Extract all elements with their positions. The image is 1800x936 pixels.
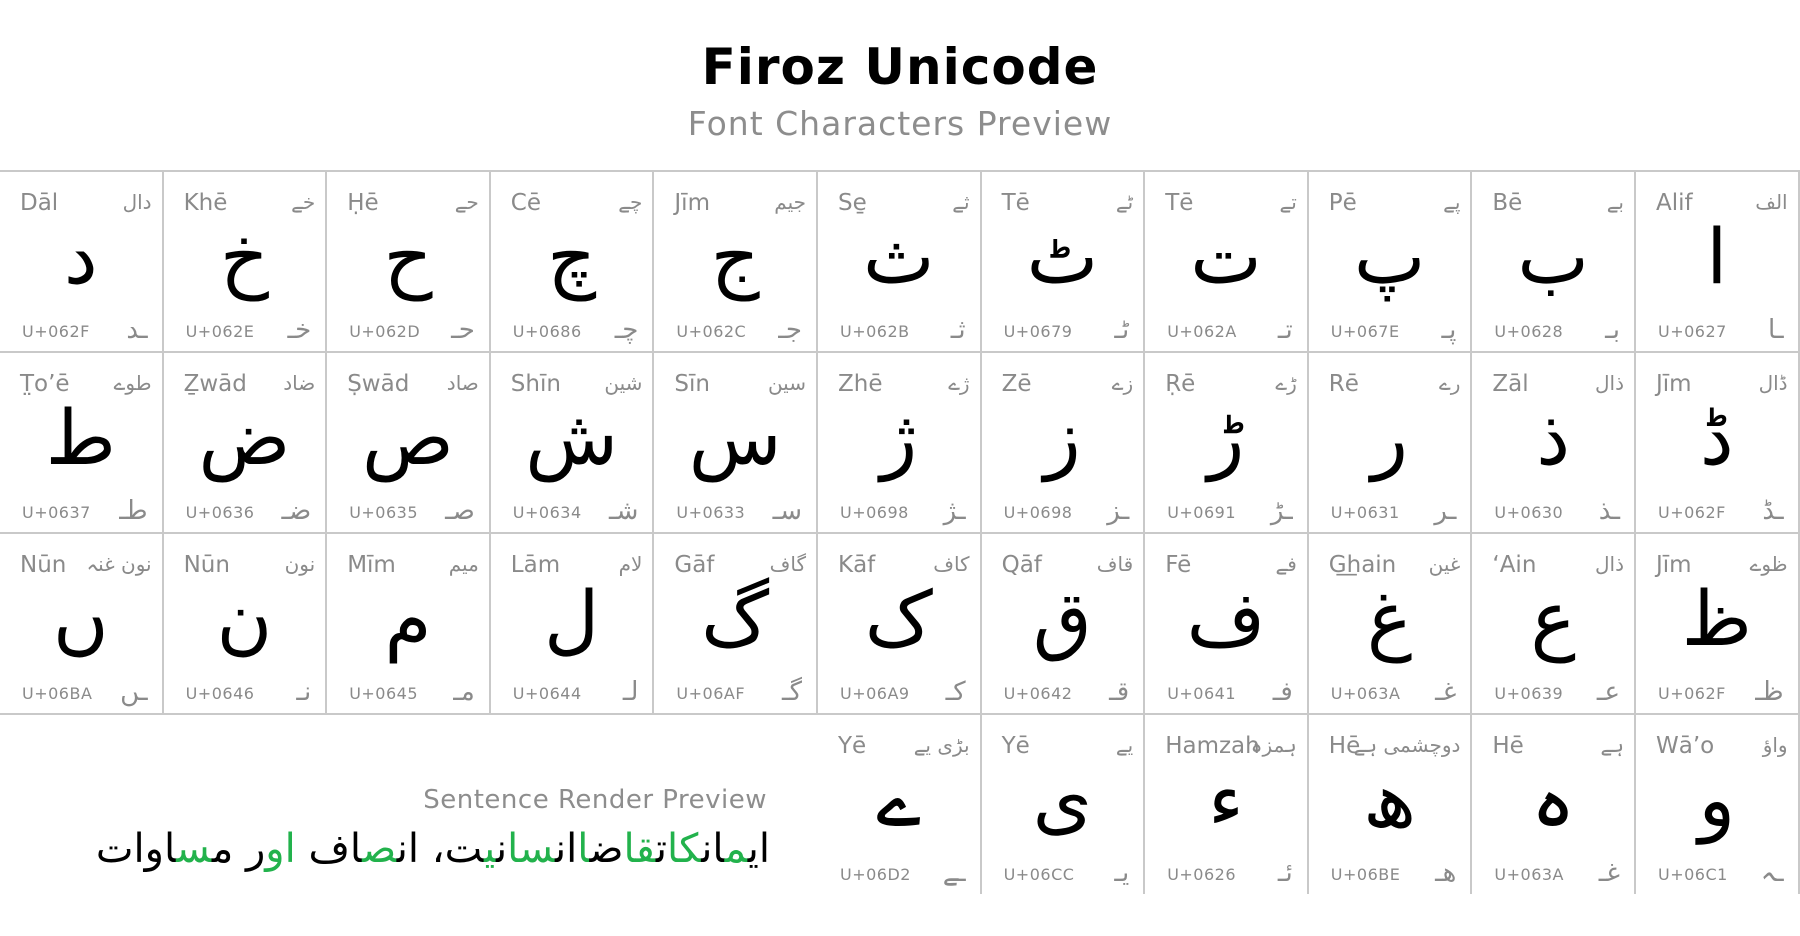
char-codepoint: U+0645	[349, 684, 419, 703]
char-urdu-name: ڑے	[1275, 371, 1297, 395]
char-cell	[982, 532, 1146, 713]
sentence-segment: قا	[623, 826, 656, 872]
sentence-segment: اوات	[95, 826, 177, 872]
char-codepoint: U+0626	[1167, 865, 1237, 884]
char-urdu-name: ٹے	[1115, 190, 1134, 214]
char-codepoint: U+0631	[1330, 503, 1400, 522]
char-urdu-name: بڑی یے	[913, 733, 970, 757]
char-urdu-name: جیم	[774, 190, 806, 214]
char-codepoint: U+062E	[185, 322, 255, 341]
char-codepoint: U+067E	[1330, 322, 1400, 341]
char-cell	[654, 170, 818, 351]
char-codepoint: U+0698	[840, 503, 909, 522]
char-codepoint: U+063A	[1494, 865, 1564, 884]
char-urdu-name: یے	[1115, 733, 1134, 757]
char-cell	[1636, 351, 1800, 532]
char-urdu-name: ظوے	[1749, 552, 1788, 576]
char-codepoint: U+06CC	[1003, 865, 1075, 884]
char-codepoint: U+0646	[185, 684, 255, 703]
char-cell	[491, 170, 655, 351]
char-glyph: غ	[1366, 574, 1413, 663]
char-joined-form: یـ	[1114, 858, 1130, 888]
char-transliteration: Lām	[510, 552, 561, 578]
char-joined-form: ـڈ	[1762, 496, 1784, 526]
sentence-segment: ت	[655, 826, 668, 872]
char-urdu-name: زے	[1111, 371, 1134, 395]
char-glyph: ق	[1032, 574, 1092, 663]
char-cell	[1636, 713, 1800, 894]
char-glyph: و	[1698, 755, 1736, 844]
char-urdu-name: سین	[767, 371, 806, 395]
char-joined-form: ئـ	[1277, 858, 1293, 888]
sentence-segment: ن	[496, 826, 508, 872]
char-urdu-name: شین	[604, 371, 643, 395]
char-glyph: ر	[1371, 393, 1408, 482]
char-transliteration: Ẕwād	[183, 371, 247, 397]
char-glyph: ی	[1032, 755, 1093, 844]
char-codepoint: U+063A	[1330, 684, 1401, 703]
char-cell	[982, 170, 1146, 351]
char-transliteration: Sīn	[674, 371, 710, 397]
char-joined-form: ـذ	[1598, 496, 1620, 526]
char-transliteration: Hē	[1492, 733, 1524, 759]
char-glyph: ں	[52, 574, 109, 663]
char-urdu-name: بے	[1606, 190, 1624, 214]
char-codepoint: U+062B	[840, 322, 910, 341]
char-urdu-name: کاف	[933, 552, 970, 576]
char-glyph: ن	[216, 574, 273, 663]
char-joined-form: ـڑ	[1270, 496, 1293, 526]
sentence-segment: ت، ان	[396, 826, 484, 872]
char-transliteration: Hamzah	[1165, 733, 1260, 759]
char-transliteration: Nūn	[183, 552, 230, 578]
char-glyph: ک	[864, 574, 933, 663]
char-urdu-name: ذال	[1594, 371, 1624, 395]
char-cell	[818, 170, 982, 351]
char-urdu-name: نون	[284, 552, 316, 576]
char-urdu-name: ضاد	[283, 371, 316, 395]
char-glyph: م	[384, 574, 432, 663]
sentence-preview	[96, 826, 770, 872]
char-transliteration: Tē	[1165, 190, 1194, 216]
char-joined-form: پـ	[1441, 315, 1457, 345]
char-joined-form: مـ	[453, 677, 475, 707]
char-glyph: گ	[701, 574, 770, 663]
char-codepoint: U+0686	[512, 322, 582, 341]
char-codepoint: U+0644	[512, 684, 582, 703]
char-cell	[1309, 351, 1473, 532]
char-glyph: ت	[1190, 212, 1262, 301]
char-codepoint: U+0628	[1494, 322, 1564, 341]
char-glyph: ط	[45, 393, 116, 482]
char-glyph: س	[688, 393, 782, 482]
char-joined-form: قـ	[1109, 677, 1130, 707]
char-urdu-name: لام	[618, 552, 643, 576]
char-urdu-name: قاف	[1096, 552, 1134, 576]
sentence-segment: او	[265, 826, 296, 872]
char-codepoint: U+0641	[1167, 684, 1237, 703]
char-urdu-name: ڈال	[1758, 371, 1788, 395]
char-cell	[164, 351, 328, 532]
char-transliteration: Qāf	[1001, 552, 1042, 578]
char-joined-form: ـز	[1107, 496, 1130, 526]
char-cell	[164, 170, 328, 351]
char-joined-form: جـ	[778, 315, 802, 345]
char-transliteration: Se̱	[838, 190, 867, 216]
char-transliteration: ‘Ain	[1492, 552, 1537, 578]
sentence-segment: س	[176, 826, 212, 872]
char-cell	[654, 532, 818, 713]
sentence-segment: م	[724, 826, 748, 872]
char-joined-form: عـ	[1596, 677, 1620, 707]
char-codepoint: U+0691	[1167, 503, 1237, 522]
char-joined-form: ھـ	[1435, 858, 1457, 888]
char-cell	[1145, 532, 1309, 713]
sentence-segment: سا	[507, 826, 556, 872]
char-transliteration: Jīm	[1656, 371, 1692, 397]
char-glyph: ث	[863, 212, 935, 301]
char-transliteration: Tē	[1001, 190, 1030, 216]
char-codepoint: U+0679	[1003, 322, 1073, 341]
char-cell	[1145, 351, 1309, 532]
char-joined-form: ٹـ	[1114, 315, 1130, 345]
char-glyph: ح	[383, 212, 433, 301]
char-urdu-name: نون غنہ	[86, 552, 152, 576]
sentence-segment: ان	[701, 826, 725, 872]
char-transliteration: Mīm	[347, 552, 396, 578]
char-cell	[0, 351, 164, 532]
sentence-segment: ص	[362, 826, 397, 872]
char-joined-form: سـ	[772, 496, 802, 526]
char-joined-form: غـ	[1435, 677, 1457, 707]
char-transliteration: Shīn	[510, 371, 561, 397]
char-urdu-name: الف	[1755, 190, 1788, 214]
char-glyph: ع	[1530, 574, 1576, 663]
char-codepoint: U+0634	[512, 503, 582, 522]
char-glyph: ز	[1044, 393, 1081, 482]
char-codepoint: U+0637	[22, 503, 91, 522]
char-transliteration: Ṛē	[1165, 371, 1196, 397]
char-glyph: ژ	[880, 393, 918, 482]
char-urdu-name: دوچشمی ہے	[1353, 733, 1461, 757]
char-joined-form: کـ	[945, 677, 966, 707]
sentence-segment: ان	[555, 826, 578, 872]
char-cell	[818, 351, 982, 532]
char-cell	[1309, 532, 1473, 713]
char-transliteration: Ḥē	[347, 190, 379, 216]
char-cell	[818, 713, 982, 894]
char-joined-form: شـ	[608, 496, 639, 526]
char-transliteration: Zē	[1001, 371, 1032, 397]
char-glyph: ش	[525, 393, 618, 482]
char-glyph: خ	[219, 212, 269, 301]
char-codepoint: U+06C1	[1658, 865, 1728, 884]
char-transliteration: G͟hain	[1328, 552, 1397, 578]
char-codepoint: U+0627	[1658, 322, 1727, 341]
char-urdu-name: ژے	[948, 371, 970, 395]
char-transliteration: Rē	[1328, 371, 1359, 397]
char-glyph: ٹ	[1026, 212, 1099, 301]
char-glyph: ہ	[1530, 755, 1576, 844]
char-joined-form: ـں	[120, 677, 148, 707]
char-urdu-name: ہے	[1600, 733, 1624, 757]
char-codepoint: U+062F	[22, 322, 90, 341]
char-transliteration: Ṣwād	[347, 371, 410, 397]
char-transliteration: Fē	[1165, 552, 1192, 578]
char-codepoint: U+062D	[349, 322, 421, 341]
char-urdu-name: طوے	[113, 371, 152, 395]
char-codepoint: U+06AF	[676, 684, 746, 703]
char-transliteration: Cē	[510, 190, 542, 216]
char-joined-form: ـد	[126, 315, 148, 345]
sentence-segment: ای	[747, 826, 770, 872]
char-joined-form: گـ	[781, 677, 802, 707]
char-joined-form: فـ	[1272, 677, 1293, 707]
char-cell	[327, 532, 491, 713]
char-joined-form: ضـ	[281, 496, 312, 526]
char-joined-form: ثـ	[950, 315, 966, 345]
char-cell	[1472, 532, 1636, 713]
char-cell	[491, 351, 655, 532]
char-cell	[1309, 713, 1473, 894]
char-urdu-name: غین	[1428, 552, 1461, 576]
sentence-segment: ر م	[211, 826, 266, 872]
char-codepoint: U+0642	[1003, 684, 1073, 703]
sentence-segment: اف	[295, 826, 363, 872]
char-joined-form: بـ	[1605, 315, 1620, 345]
char-transliteration: Wā’o	[1656, 733, 1715, 759]
char-cell	[1145, 713, 1309, 894]
char-codepoint: U+06D2	[840, 865, 911, 884]
char-urdu-name: میم	[448, 552, 479, 576]
char-urdu-name: گاف	[769, 552, 806, 576]
char-transliteration: Jīm	[1656, 552, 1692, 578]
char-cell	[327, 170, 491, 351]
char-joined-form: ظـ	[1755, 677, 1784, 707]
char-urdu-name: صاد	[446, 371, 479, 395]
char-cell	[1309, 170, 1473, 351]
char-joined-form: حـ	[451, 315, 475, 345]
char-transliteration: Dāl	[20, 190, 59, 216]
char-urdu-name: تے	[1279, 190, 1297, 214]
char-transliteration: Zāl	[1492, 371, 1529, 397]
sentence-segment: ی	[483, 826, 497, 872]
char-joined-form: ـر	[1434, 496, 1457, 526]
char-joined-form: تـ	[1277, 315, 1293, 345]
char-urdu-name: ہمزہ	[1250, 733, 1297, 757]
char-codepoint: U+0635	[349, 503, 419, 522]
char-transliteration: Zhē	[838, 371, 883, 397]
char-cell	[1636, 532, 1800, 713]
char-urdu-name: واؤ	[1762, 733, 1788, 757]
char-joined-form: طـ	[119, 496, 148, 526]
char-cell	[0, 532, 164, 713]
char-transliteration: Pē	[1328, 190, 1357, 216]
char-glyph: ض	[198, 393, 291, 482]
char-cell	[327, 351, 491, 532]
char-glyph: پ	[1353, 212, 1426, 301]
char-cell	[164, 532, 328, 713]
char-glyph: ج	[710, 212, 760, 301]
char-codepoint: U+0636	[185, 503, 255, 522]
char-transliteration: Jīm	[674, 190, 710, 216]
char-urdu-name: دال	[122, 190, 152, 214]
char-joined-form: ـے	[942, 858, 966, 888]
character-grid	[0, 170, 1800, 900]
char-urdu-name: ثے	[952, 190, 970, 214]
char-codepoint: U+0630	[1494, 503, 1564, 522]
char-glyph: ص	[362, 393, 454, 482]
char-glyph: ذ	[1536, 393, 1571, 482]
sentence-segment: کا	[667, 826, 702, 872]
char-cell	[818, 532, 982, 713]
char-joined-form: ـہ	[1760, 858, 1784, 888]
char-transliteration: Alif	[1656, 190, 1693, 216]
char-transliteration: T̤o’ē	[20, 371, 70, 397]
char-glyph: چ	[547, 212, 597, 301]
char-glyph: ے	[876, 755, 922, 844]
char-cell	[982, 351, 1146, 532]
char-glyph: ب	[1517, 212, 1589, 301]
char-joined-form: ـژ	[943, 496, 966, 526]
char-joined-form: ـا	[1768, 315, 1784, 345]
page-subtitle: Font Characters Preview	[687, 104, 1113, 143]
char-glyph: ظ	[1681, 574, 1752, 663]
char-transliteration: Nūn	[20, 552, 67, 578]
char-codepoint: U+06A9	[840, 684, 910, 703]
char-glyph: ا	[1706, 212, 1728, 301]
char-urdu-name: فے	[1275, 552, 1297, 576]
char-transliteration: Bē	[1492, 190, 1523, 216]
char-transliteration: Khē	[183, 190, 228, 216]
char-codepoint: U+0698	[1003, 503, 1073, 522]
char-glyph: ڈ	[1699, 393, 1734, 482]
char-urdu-name: ذال	[1594, 552, 1624, 576]
char-cell	[1145, 170, 1309, 351]
char-glyph: ھ	[1363, 755, 1417, 844]
char-joined-form: خـ	[287, 315, 312, 345]
char-joined-form: صـ	[445, 496, 475, 526]
char-glyph: ل	[543, 574, 600, 663]
char-joined-form: نـ	[296, 677, 312, 707]
char-cell	[1472, 170, 1636, 351]
char-transliteration: Hē	[1328, 733, 1361, 759]
char-cell	[982, 713, 1146, 894]
char-glyph: ء	[1208, 755, 1244, 844]
char-cell	[1472, 713, 1636, 894]
char-codepoint: U+062C	[676, 322, 747, 341]
sentence-segment: ض	[589, 826, 624, 872]
sentence-label: Sentence Render Preview	[423, 785, 767, 815]
char-cell	[491, 532, 655, 713]
grid-bottom-line	[0, 713, 818, 715]
char-urdu-name: چے	[618, 190, 643, 214]
char-codepoint: U+062F	[1658, 684, 1726, 703]
char-glyph: ڑ	[1207, 393, 1245, 482]
char-codepoint: U+06BA	[22, 684, 93, 703]
char-codepoint: U+062F	[1658, 503, 1726, 522]
char-urdu-name: حے	[454, 190, 479, 214]
char-transliteration: Kāf	[838, 552, 876, 578]
char-codepoint: U+0633	[676, 503, 746, 522]
char-cell	[1472, 351, 1636, 532]
char-transliteration: Yē	[838, 733, 867, 759]
char-urdu-name: رے	[1439, 371, 1461, 395]
page-title: Firoz Unicode	[701, 38, 1099, 96]
char-transliteration: Gāf	[674, 552, 715, 578]
char-glyph: ف	[1186, 574, 1266, 663]
char-urdu-name: خے	[291, 190, 316, 214]
char-transliteration: Yē	[1001, 733, 1030, 759]
char-codepoint: U+0639	[1494, 684, 1564, 703]
sentence-segment: ا	[577, 826, 590, 872]
char-codepoint: U+06BE	[1330, 865, 1401, 884]
char-joined-form: غـ	[1598, 858, 1620, 888]
char-glyph: د	[63, 212, 98, 301]
char-cell	[1636, 170, 1800, 351]
char-cell	[654, 351, 818, 532]
char-urdu-name: پے	[1443, 190, 1461, 214]
char-cell	[0, 170, 164, 351]
char-joined-form: لـ	[622, 677, 639, 707]
char-joined-form: چـ	[614, 315, 639, 345]
char-codepoint: U+062A	[1167, 322, 1237, 341]
